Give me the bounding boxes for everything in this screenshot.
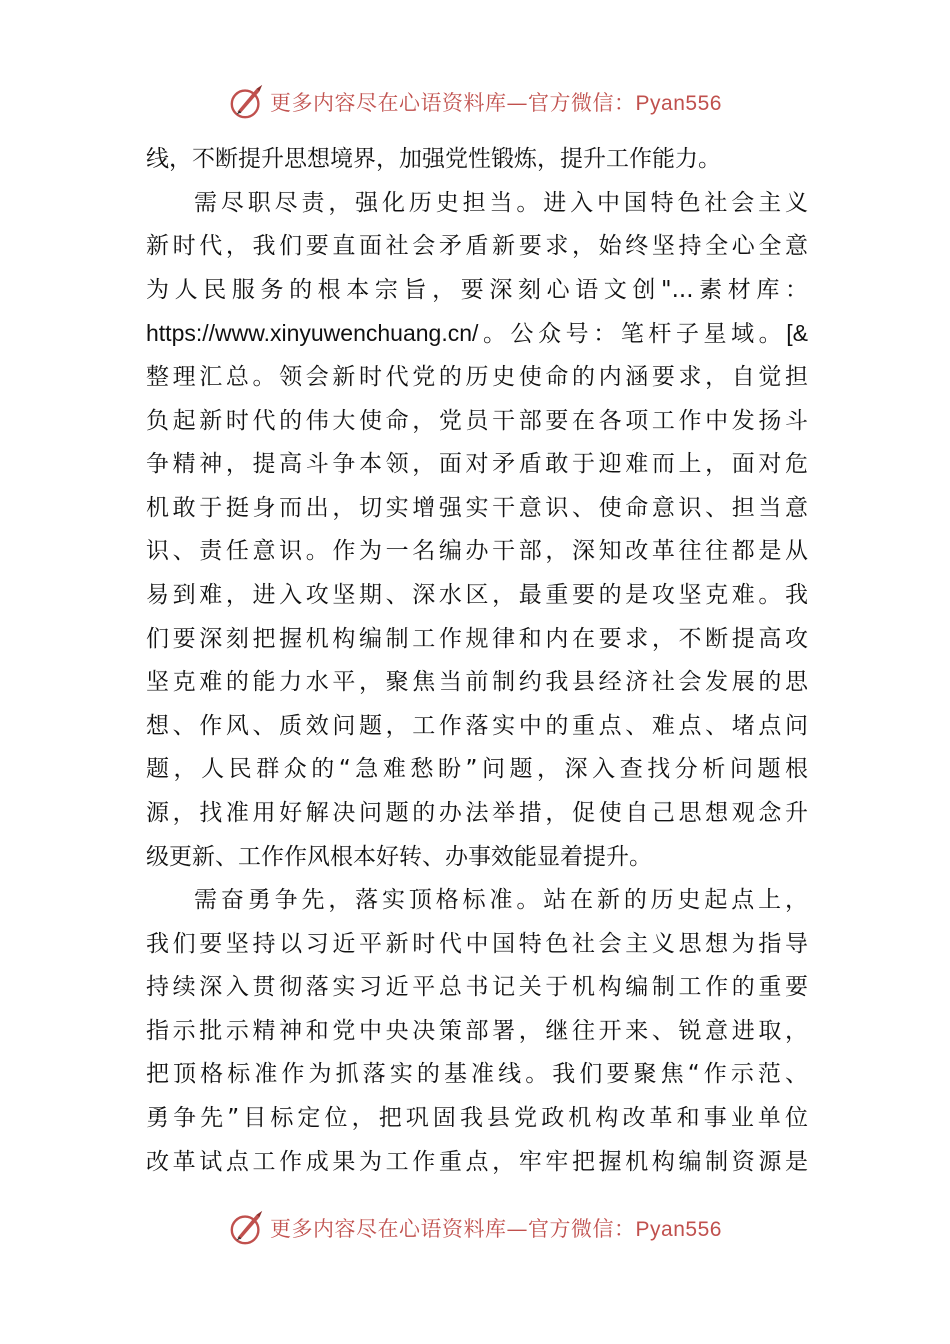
text-line: 勇争先”目标定位，把巩固我县党政机构改革和事业单位 [146, 1105, 808, 1132]
text-line: 改革试点工作成果为工作重点，牢牢把握机构编制资源是 [146, 1148, 808, 1175]
text-line: 识、责任意识。作为一名编办干部，深知改革往往都是从 [146, 538, 808, 565]
paragraph-start-line: 需奋勇争先，落实顶格标准。站在新的历史起点上， [194, 887, 808, 914]
text-line: 为人民服务的根本宗旨，要深刻心语文创"...素材库： [146, 276, 808, 303]
text-line: 线，不断提升思想境界，加强党性锻炼，提升工作能力。 [146, 146, 721, 172]
text-line: 指示批示精神和党中央决策部署，继往开来、锐意进取， [146, 1017, 808, 1044]
text-line: 持续深入贯彻落实习近平总书记关于机构编制工作的重要 [146, 974, 808, 1001]
text-line: 级更新、工作作风根本好转、办事效能显着提升。 [146, 843, 652, 870]
text-line: 争精神，提高斗争本领，面对矛盾敢于迎难而上，面对危 [146, 451, 808, 478]
text-line: 整理汇总。领会新时代党的历史使命的内涵要求，自觉担 [146, 363, 808, 390]
banner-text [270, 1213, 722, 1243]
paragraph-start-line: 需尽职尽责，强化历史担当。进入中国特色社会主义 [194, 189, 808, 216]
text-line: 题，人民群众的“急难愁盼”问题，深入查找分析问题根 [146, 756, 808, 783]
text-line: 负起新时代的伟大使命，党员干部要在各项工作中发扬斗 [146, 407, 808, 434]
text-line: 机敢于挺身而出，切实增强实干意识、使命意识、担当意 [146, 494, 808, 521]
banner-slogan: 更多内容尽在心语资料库—官方微信： [270, 1217, 636, 1241]
banner-text [270, 87, 722, 117]
text-line: 坚克难的能力水平，聚焦当前制约我县经济社会发展的思 [146, 669, 808, 696]
text-line: 想、作风、质效问题，工作落实中的重点、难点、堵点问 [146, 712, 808, 739]
banner-slogan: 更多内容尽在心语资料库—官方微信： [270, 91, 636, 115]
text-line: 源，找准用好解决问题的办法举措，促使自己思想观念升 [146, 799, 808, 826]
banner-wechat-id: Pyan556 [635, 1218, 722, 1241]
header-banner [0, 82, 950, 122]
text-line-url: https://www.xinyuwenchuang.cn/。公众号：笔杆子星域。[& [146, 320, 808, 347]
document-body [146, 138, 808, 1184]
quill-pen-logo-icon [228, 83, 266, 121]
text-line: 我们要坚持以习近平新时代中国特色社会主义思想为指导 [146, 930, 808, 957]
quill-pen-logo-icon [228, 1209, 266, 1247]
banner-wechat-id: Pyan556 [635, 92, 722, 115]
text-line: 易到难，进入攻坚期、深水区，最重要的是攻坚克难。我 [146, 581, 808, 608]
text-line: 们要深刻把握机构编制工作规律和内在要求，不断提高攻 [146, 625, 808, 652]
footer-banner [0, 1208, 950, 1248]
text-line: 把顶格标准作为抓落实的基准线。我们要聚焦“作示范、 [146, 1061, 808, 1088]
text-line: 新时代，我们要直面社会矛盾新要求，始终坚持全心全意 [146, 233, 808, 260]
